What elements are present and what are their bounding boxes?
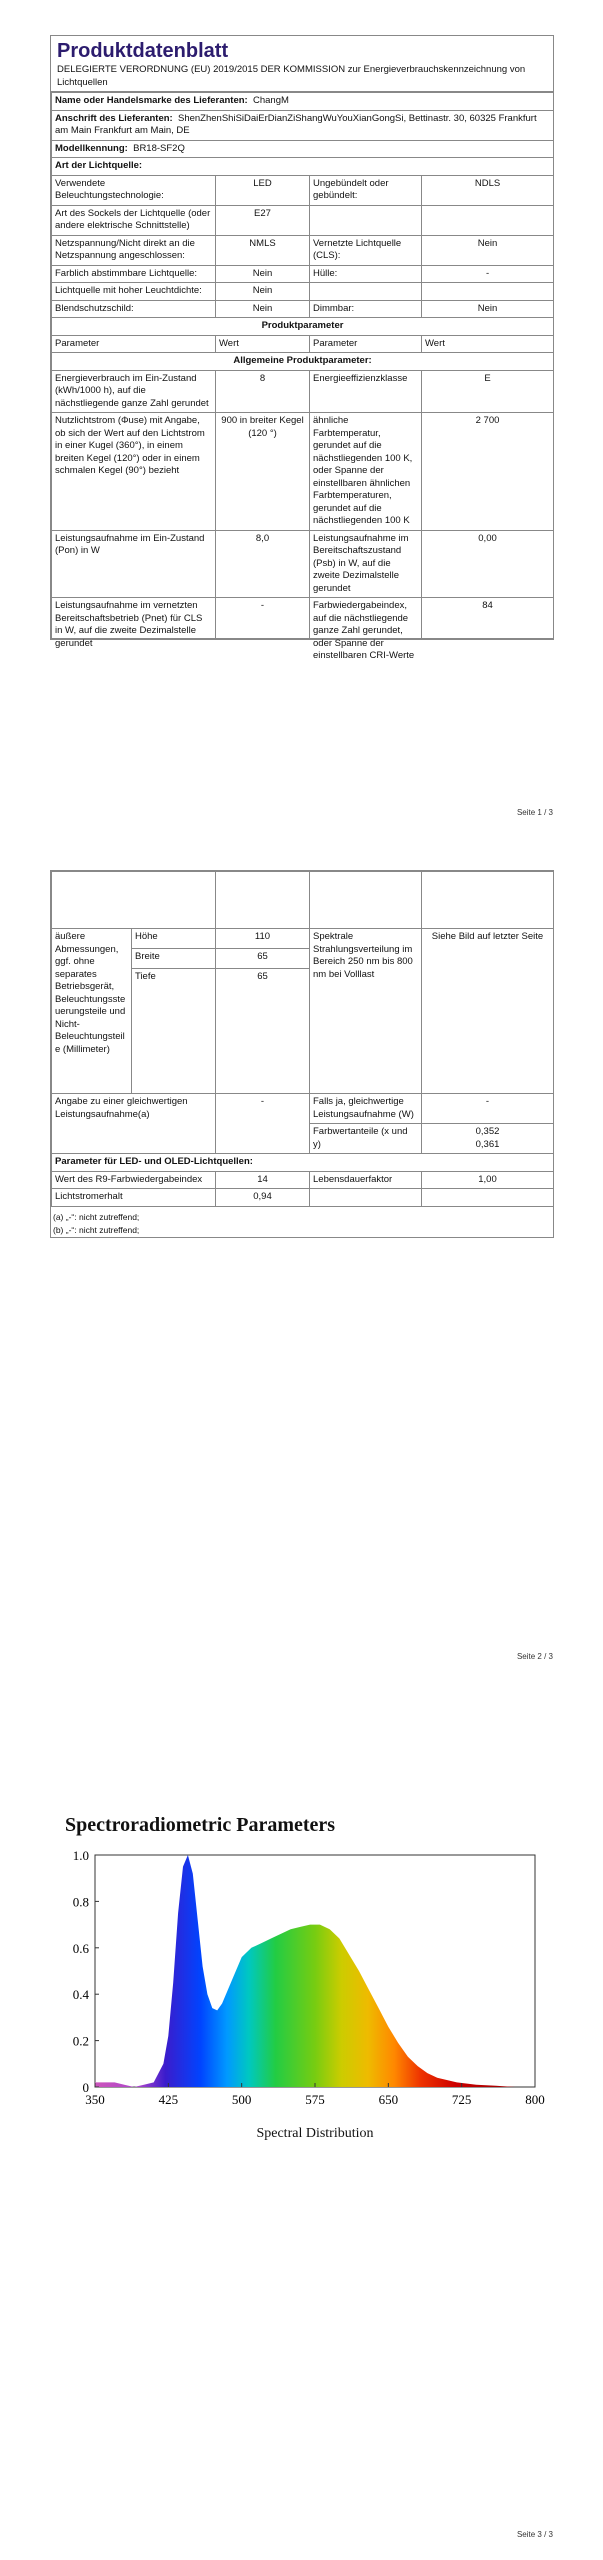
model-label: Modellkennung: (55, 142, 128, 154)
y-tick-label: 0.2 (72, 2033, 89, 2049)
regulation-text: DELEGIERTE VERORDNUNG (EU) 2019/2015 DER KOMMISSION zur Energieverbrauchskennzeichnung von Lichtquellen (57, 64, 526, 88)
led-right-label-2 (310, 1189, 422, 1207)
continued-right-value (422, 872, 554, 929)
chroma-y: 0,361 (475, 1138, 500, 1150)
page-number-3: Seite 3 / 3 (516, 2530, 553, 2539)
general-right-value: E (422, 370, 554, 413)
y-tick-label: 0 (82, 2080, 89, 2095)
address-row (52, 110, 554, 140)
y-tick-label: 1.0 (72, 1848, 89, 1863)
dim-name-height: Höhe (132, 929, 216, 949)
continued-left-value (216, 872, 310, 929)
type-value: Nein (216, 265, 310, 283)
type-right-value (422, 205, 554, 235)
general-label: Nutzlichtstrom (Φuse) mit Angabe, ob sich der Wert auf den Lichtstrom in einer Kugel (360°), in einem breiten Kegel (120°) oder in einem schmalen Kegel (90°) bezieht (52, 413, 216, 531)
type-label: Blendschutzschild: (52, 300, 216, 318)
general-right-value: 84 (422, 598, 554, 639)
general-row (52, 530, 554, 598)
general-params-heading: Allgemeine Produktparameter: (52, 353, 554, 371)
type-row (52, 175, 554, 205)
general-label: Leistungsaufnahme im Ein-Zustand (Pon) in W (52, 530, 216, 598)
type-right-label: Hülle: (310, 265, 422, 283)
x-tick-label: 350 (85, 2092, 105, 2107)
type-label: Farblich abstimmbare Lichtquelle: (52, 265, 216, 283)
spectral-label: Spektrale Strahlungsverteilung im Bereich 250 nm bis 800 nm bei Volllast (310, 929, 422, 1094)
type-label: Art des Sockels der Lichtquelle (oder andere elektrische Schnittstelle) (52, 205, 216, 235)
general-rows (52, 370, 554, 661)
general-value: - (216, 598, 310, 639)
col-param-header-2: Parameter (310, 335, 422, 353)
model-value: BR18-SF2Q (133, 142, 185, 154)
equiv-row (52, 1094, 554, 1124)
doc-title: Produktdatenblatt (57, 40, 229, 62)
x-tick-label: 575 (305, 2092, 325, 2107)
type-heading: Art der Lichtquelle: (52, 158, 554, 176)
x-tick-label: 800 (525, 2092, 545, 2107)
x-tick-label: 425 (158, 2092, 179, 2107)
col-value-header-2: Wert (422, 335, 554, 353)
led-value-2: 0,94 (216, 1189, 310, 1207)
supplier-value: ChangM (253, 95, 289, 106)
general-row (52, 370, 554, 413)
dim-value-width: 65 (216, 949, 310, 969)
spectral-chart (50, 1805, 550, 2145)
equiv-right-value: - (422, 1094, 554, 1124)
dims-row-1 (52, 929, 554, 949)
product-params-heading: Produktparameter (52, 318, 554, 336)
dim-value-height: 110 (216, 929, 310, 949)
led-row-1 (52, 1171, 554, 1189)
led-heading-row (52, 1154, 554, 1172)
led-row-2 (52, 1189, 554, 1207)
equiv-label: Angabe zu einer gleichwertigen Leistungsaufnahme(a) (52, 1094, 216, 1154)
type-heading-row (52, 158, 554, 176)
dims-label: äußere Abmessungen, ggf. ohne separates Betriebsgerät, Beleuchtungssteuerungsteile und Nicht-Beleuchtungsteile (Millimeter) (52, 929, 132, 1094)
general-right-value: 2 700 (422, 413, 554, 531)
col-param-header: Parameter (52, 335, 216, 353)
led-heading: Parameter für LED- und OLED-Lichtquellen: (52, 1154, 554, 1172)
type-value: E27 (216, 205, 310, 235)
type-label: Lichtquelle mit hoher Leuchtdichte: (52, 283, 216, 301)
type-row (52, 283, 554, 301)
type-value: NMLS (216, 235, 310, 265)
chart-title: Spectroradiometric Parameters (65, 1814, 336, 1836)
led-value-1: 14 (216, 1171, 310, 1189)
type-label: Netzspannung/Nicht direkt an die Netzspannung angeschlossen: (52, 235, 216, 265)
datasheet-page-1 (50, 35, 554, 661)
page-3 (0, 1690, 603, 2560)
type-rows (52, 175, 554, 318)
col-value-header: Wert (216, 335, 310, 353)
type-right-label: Vernetzte Lichtquelle (CLS): (310, 235, 422, 265)
type-value: LED (216, 175, 310, 205)
footnote-b: (b) „-“: nicht zutreffend; (53, 1224, 140, 1235)
type-right-value: Nein (422, 300, 554, 318)
chroma-x: 0,352 (475, 1126, 500, 1137)
y-tick-label: 0.4 (72, 1987, 89, 2003)
type-row (52, 205, 554, 235)
type-right-value: Nein (422, 235, 554, 265)
page-2 (0, 830, 603, 1690)
general-right-label: Farbwiedergabeindex, auf die nächstliegende ganze Zahl gerundet, oder Spanne der einstellbaren CRI-Werte (310, 598, 422, 639)
general-right-label: Leistungsaufnahme im Bereitschaftszustand (Psb) in W, auf die zweite Dezimalstelle gerundet (310, 530, 422, 598)
general-label: Leistungsaufnahme im vernetzten Bereitschaftsbetrieb (Pnet) für CLS in W, auf die zweite Dezimalstelle gerundet (52, 598, 216, 639)
general-value: 8,0 (216, 530, 310, 598)
product-params-heading-row (52, 318, 554, 336)
led-label-1: Wert des R9-Farbwiedergabeindex (52, 1171, 216, 1189)
type-right-label: Dimmbar: (310, 300, 422, 318)
page-number-1: Seite 1 / 3 (516, 808, 553, 817)
equiv-value: - (216, 1094, 310, 1154)
type-right-value (422, 283, 554, 301)
type-right-value: - (422, 265, 554, 283)
y-tick-label: 0.6 (72, 1940, 89, 1956)
continued-row (52, 872, 554, 929)
datasheet-table-page-2 (51, 871, 554, 1207)
general-params-heading-row (52, 353, 554, 371)
type-label: Verwendete Beleuchtungstechnologie: (52, 175, 216, 205)
supplier-label: Name oder Handelsmarke des Lieferanten: (55, 95, 248, 106)
chart-xlabel: Spectral Distribution (256, 2126, 374, 2141)
title-block (51, 36, 553, 92)
y-tick-label: 0.8 (72, 1894, 89, 1910)
datasheet-table-page-1 (51, 92, 554, 661)
type-right-label: Ungebündelt oder gebündelt: (310, 175, 422, 205)
address-label: Anschrift des Lieferanten: (55, 112, 173, 124)
general-row (52, 598, 554, 639)
general-row (52, 413, 554, 531)
datasheet-page-2 (50, 870, 554, 1238)
general-value: 900 in breiter Kegel (120 °) (216, 413, 310, 531)
x-tick-label: 725 (451, 2092, 472, 2107)
address-value: ShenZhenShiSiDaiErDianZiShangWuYouXianGongSi, Bettinastr. 30, 60325 Frankfurt am Main Frankfurt am Main, DE (55, 112, 537, 136)
column-header-row (52, 335, 554, 353)
dim-name-depth: Tiefe (132, 969, 216, 1094)
led-right-value-2 (422, 1189, 554, 1207)
model-row (52, 140, 554, 158)
type-row (52, 265, 554, 283)
general-right-label: ähnliche Farbtemperatur, gerundet auf die nächstliegenden 100 K, oder Spanne der einstellbaren ähnlichen Farbtemperaturen, gerundet auf die nächstliegenden 100 K (310, 413, 422, 531)
led-label-2: Lichtstromerhalt (52, 1189, 216, 1207)
general-label: Energieverbrauch im Ein-Zustand (kWh/1000 h), auf die nächstliegende ganze Zahl gerundet (52, 370, 216, 413)
continued-right (310, 872, 422, 929)
general-right-value: 0,00 (422, 530, 554, 598)
general-right-label: Energieeffizienzklasse (310, 370, 422, 413)
page-1 (0, 0, 603, 830)
type-right-label (310, 205, 422, 235)
led-right-label-1: Lebensdauerfaktor (310, 1171, 422, 1189)
type-right-value: NDLS (422, 175, 554, 205)
type-value: Nein (216, 283, 310, 301)
type-row (52, 300, 554, 318)
footnote-a: (a) „-“: nicht zutreffend; (53, 1211, 140, 1222)
x-tick-label: 500 (231, 2092, 252, 2107)
type-row (52, 235, 554, 265)
spectral-value: Siehe Bild auf letzter Seite (422, 929, 554, 1094)
type-right-label (310, 283, 422, 301)
dim-name-width: Breite (132, 949, 216, 969)
led-right-value-1: 1,00 (422, 1171, 554, 1189)
dim-value-depth: 65 (216, 969, 310, 1094)
chroma-label: Farbwertanteile (x und y) (310, 1124, 422, 1154)
supplier-row (52, 93, 554, 111)
type-value: Nein (216, 300, 310, 318)
continued-left (52, 872, 216, 929)
equiv-right-label: Falls ja, gleichwertige Leistungsaufnahme (W) (310, 1094, 422, 1124)
general-value: 8 (216, 370, 310, 413)
page-number-2: Seite 2 / 3 (516, 1652, 553, 1661)
x-tick-label: 650 (378, 2092, 399, 2107)
chroma-values (422, 1124, 554, 1154)
